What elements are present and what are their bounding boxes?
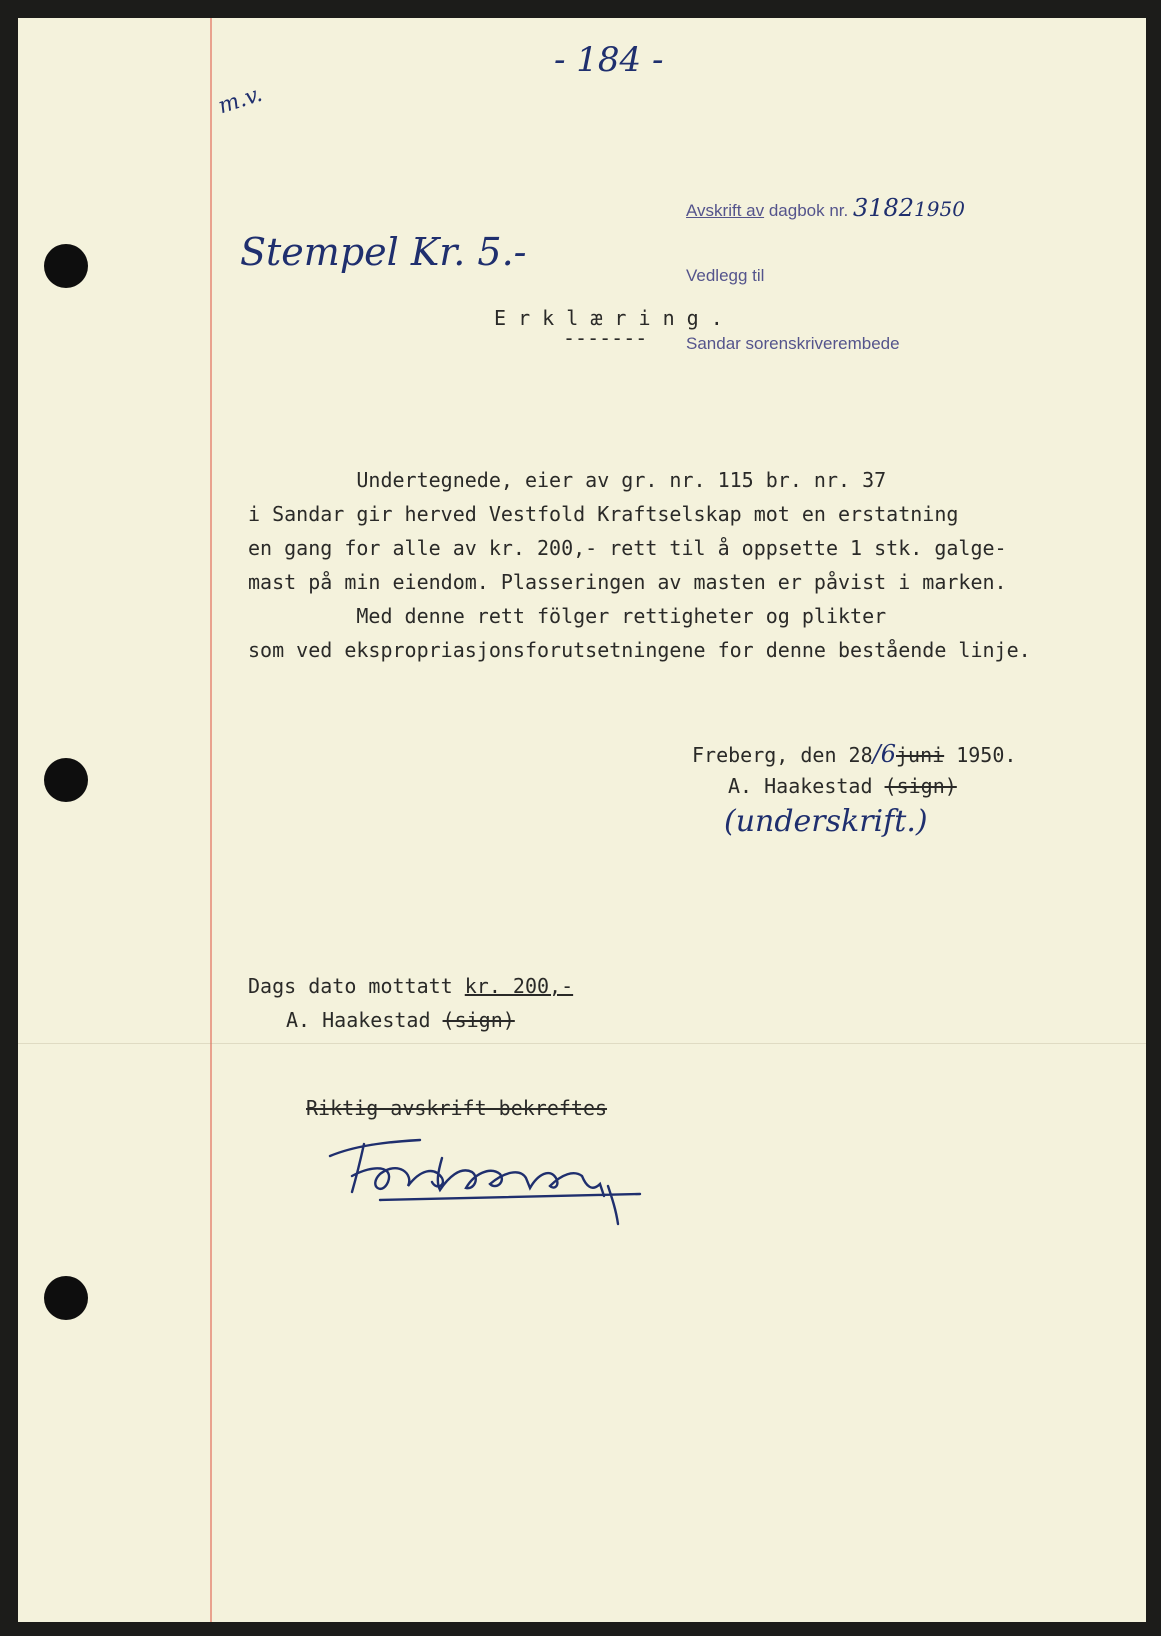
document-page — [18, 18, 1146, 1622]
stamp-duty-note: Stempel Kr. 5.- — [240, 230, 527, 274]
stamp-prefix: Avskrift av — [686, 200, 765, 220]
body-line-1: Undertegnede, eier av gr. nr. 115 br. nr. 37 — [248, 468, 887, 492]
receipt-amount: kr. 200,- — [464, 974, 574, 998]
body-line-3: en gang for alle av kr. 200,- rett til å oppsette 1 stk. galge- — [248, 536, 1007, 560]
signer-struck-sign: (sign) — [884, 774, 957, 798]
stamp-dagbok-number: 3182 — [852, 193, 915, 222]
document-title: E r k l æ r i n g . — [494, 306, 723, 330]
handwritten-signature — [324, 1116, 644, 1226]
receipt-signer-line — [286, 1008, 515, 1032]
margin-line — [210, 18, 212, 1622]
page-number: - 184 - — [554, 40, 664, 80]
stamp-line-1 — [686, 193, 965, 223]
archive-stamp — [686, 150, 965, 397]
receipt-signer-name: A. Haakestad — [286, 1008, 443, 1032]
punch-hole-top — [44, 244, 88, 288]
receipt-struck-sign: (sign) — [442, 1008, 515, 1032]
stamp-dagbok-label: dagbok nr. — [768, 200, 849, 220]
place-date-line — [692, 740, 1016, 768]
stamp-year: 1950 — [914, 196, 965, 221]
body-line-4: mast på min eiendom. Plasseringen av masten er påvist i marken. — [248, 570, 1007, 594]
body-line-6: som ved ekspropriasjonsforutsetningene for denne bestående linje. — [248, 638, 1031, 662]
margin-initials: m.v. — [215, 81, 266, 120]
body-line-5: Med denne rett fölger rettigheter og plikter — [248, 604, 887, 628]
signer-line — [728, 774, 957, 798]
receipt-prefix: Dags dato mottatt — [248, 974, 465, 998]
stamp-line-3: Sandar sorenskriverembede — [686, 333, 900, 353]
certification-text: Riktig avskrift bekreftes — [306, 1096, 608, 1120]
place-date-year: 1950. — [944, 743, 1017, 767]
punch-hole-bottom — [44, 1276, 88, 1320]
place-date-handwritten: /6 — [872, 740, 896, 768]
punch-hole-middle — [44, 758, 88, 802]
place-date-struck-month: juni — [895, 743, 945, 767]
title-underline: ------- — [563, 326, 648, 350]
body-line-2: i Sandar gir herved Vestfold Kraftselskap mot en erstatning — [248, 502, 959, 526]
fold-line — [18, 1043, 1146, 1044]
place-date-prefix: Freberg, den 28 — [692, 743, 873, 767]
handwritten-underskrift: (underskrift.) — [724, 804, 928, 839]
signer-name: A. Haakestad — [728, 774, 885, 798]
receipt-line — [248, 974, 573, 998]
stamp-line-2: Vedlegg til — [686, 266, 765, 285]
